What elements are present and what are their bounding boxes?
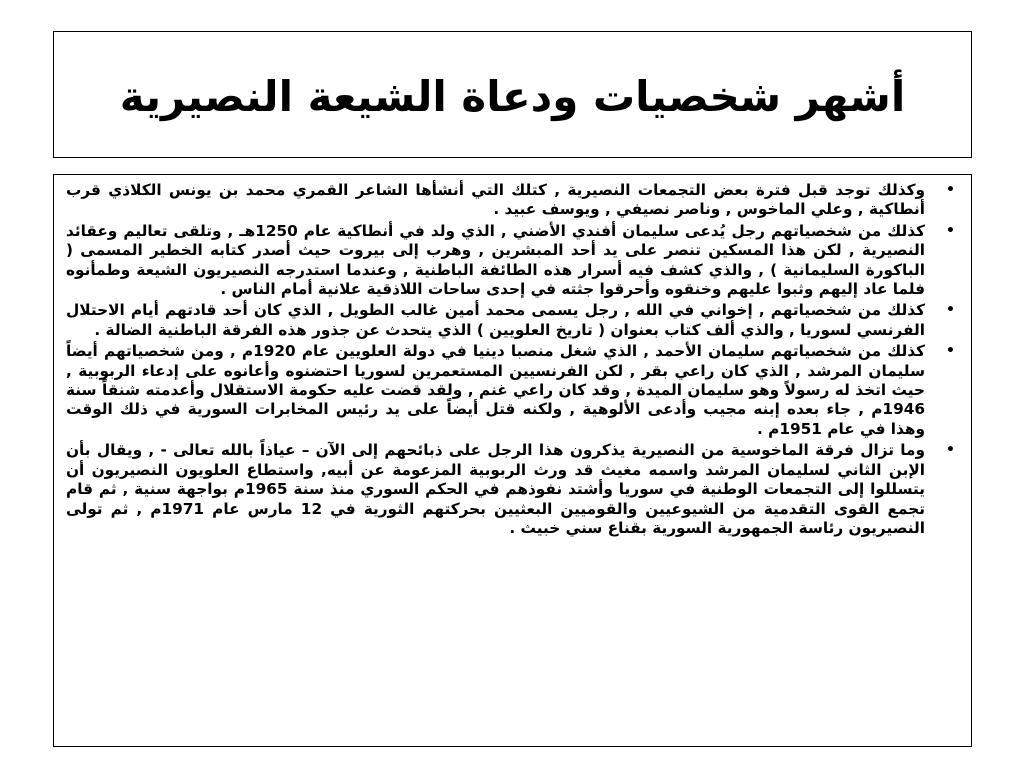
bullet-text: وكذلك توجد قبل فترة بعض التجمعات النصيرية , كتلك التي أنشأها الشاعر القمري محمد بن يونس الكلاذي قرب أنطاكية , وعلي الماخوس , وناصر نصيفي , ويوسف عبيد . bbox=[66, 181, 925, 219]
slide-content-box bbox=[53, 174, 972, 747]
bullet-dot-icon: • bbox=[946, 302, 955, 319]
bullet-dot-icon: • bbox=[946, 182, 955, 198]
bullet-text: كذلك من شخصياتهم , إخواني في الله , رجل يسمى محمد أمين غالب الطويل , الذي كان أحد قادتهم أيام الاحتلال الفرنسي لسوريا , والذي ألف كتاب بعنوان ( تاريخ العلويين ) الذي يتحدث عن جذور هذه الفرقة الباطنية الضالة . bbox=[66, 301, 925, 339]
bullet-list bbox=[66, 181, 959, 538]
bullet-text: كذلك من شخصياتهم رجل يُدعى سليمان أفندي الأضني , الذي ولد في أنطاكية عام 1250هـ , وتلقى تعاليم وعقائد النصيرية , لكن هذا المسكين تنصر على يد أحد المبشرين , وهرب إلى بيروت حيث أصدر كتابه الخطير المسمى ( الباكورة السليمانية ) , والذي كشف فيه أسرار هذه الطائفة الباطنية , وعندما استدرجه النصيريون الشيعة وطمأنوه فلما عاد إليهم وثبوا عليهم وخنقوه وأحرقوا جثته في إحدى ساحات اللاذقية علانية أمام الناس . bbox=[66, 221, 925, 299]
bullet-item-1 bbox=[66, 181, 959, 220]
bullet-item-3 bbox=[66, 301, 959, 340]
bullet-item-4 bbox=[66, 342, 959, 439]
bullet-dot-icon: • bbox=[946, 222, 955, 239]
bullet-text: وما تزال فرقة الماخوسية من النصيرية يذكرون هذا الرجل على ذبائحهم إلى الآن – عياذاً بالله تعالى - , ويقال بأن الإبن الثاني لسليمان المرشد واسمه مغيث قد ورث الربوبية المزعومة عن أبيه, واستطاع العلويون النصيريون أن يتسللوا إلى التجمعات الوطنية في سوريا وأشتد نفوذهم في الحكم السوري منذ سنة 1965م بواجهة سنية , ثم قام تجمع القوى التقدمية من الشيوعيين والقوميين البعثيين بحركتهم الثورية في 12 مارس عام 1971م , ثم تولى النصيريون رئاسة الجمهورية السورية بقناع سني خبيث . bbox=[66, 441, 926, 537]
bullet-text: كذلك من شخصياتهم سليمان الأحمد , الذي شغل منصبا دينيا في دولة العلويين عام 1920م , ومن شخصياتهم أيضاً سليمان المرشد , الذي كان راعي بقر , لكن الفرنسيين المستعمرين لسوريا احتضنوه وأعانوه على إدعاء الربوبية , حيث اتخذ له رسولاً وهو سليمان الميدة , وقد كان راعي غنم , ولقد قضت عليه حكومة الاستقلال وأعدمته شنقاً سنة 1946م , جاء بعده إبنه مجيب وأدعى الألوهية , ولكنه قتل أيضاً على يد رئيس المخابرات السورية في ذلك الوقت وهذا في عام 1951م . bbox=[66, 342, 925, 438]
slide-title: أشهر شخصيات ودعاة الشيعة النصيرية bbox=[119, 71, 906, 121]
bullet-dot-icon: • bbox=[946, 343, 955, 360]
slide-title-box bbox=[53, 31, 972, 158]
bullet-item-5 bbox=[66, 441, 959, 538]
bullet-dot-icon: • bbox=[946, 442, 955, 459]
bullet-item-2 bbox=[66, 222, 959, 300]
